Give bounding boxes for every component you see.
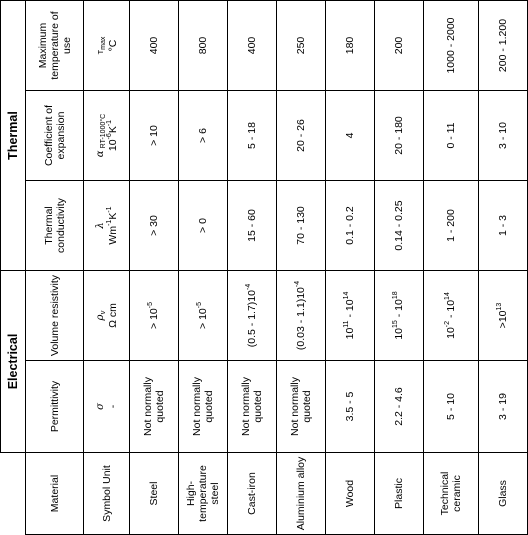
material-cell: Cast-iron	[228, 453, 277, 535]
table-row	[130, 1, 179, 535]
permittivity-cell: 3.5 - 5	[326, 361, 375, 453]
conductivity-cell: > 0	[179, 181, 228, 271]
max-temperature-cell: 200	[375, 1, 424, 91]
material-cell: Technical ceramic	[424, 453, 479, 535]
header-permittivity: Permittivity	[26, 361, 84, 453]
material-rows	[130, 1, 528, 535]
permittivity-cell: Not normally quoted	[130, 361, 179, 453]
max-temperature-cell: 200 - 1.200	[479, 1, 528, 91]
permittivity-unit: -	[106, 404, 119, 409]
symbol-unit-row	[84, 1, 130, 535]
header-thermal-conductivity: Thermal conductivity	[26, 181, 84, 271]
max-temperature-cell: 400	[130, 1, 179, 91]
permittivity-cell: 3 - 19	[479, 361, 528, 453]
permittivity-symbol-cell	[84, 361, 130, 453]
resistivity-symbol: $\rho_v$	[94, 310, 107, 321]
conductivity-unit: $Wm^{-1}K^{-1}$	[105, 206, 119, 245]
expansion-symbol-cell	[84, 91, 130, 181]
max-temperature-cell: 250	[277, 1, 326, 91]
conductivity-cell: 1 - 3	[479, 181, 528, 271]
material-cell: High-temperature steel	[179, 453, 228, 535]
permittivity-symbol: σ	[94, 403, 106, 410]
table-row	[375, 1, 424, 535]
max-temperature-cell: 1000 - 2000	[424, 1, 479, 91]
permittivity-cell: Not normally quoted	[277, 361, 326, 453]
expansion-cell: 4	[326, 91, 375, 181]
material-cell: Steel	[130, 453, 179, 535]
expansion-cell: 3 - 10	[479, 91, 528, 181]
conductivity-cell: 0.1 - 0.2	[326, 181, 375, 271]
expansion-cell: 20 - 180	[375, 91, 424, 181]
conductivity-cell: 0.14 - 0.25	[375, 181, 424, 271]
conductivity-cell: 70 - 130	[277, 181, 326, 271]
max-temperature-cell: 400	[228, 1, 277, 91]
resistivity-cell: > $10^{-5}$	[130, 271, 179, 361]
conductivity-symbol-cell	[84, 181, 130, 271]
conductivity-cell: 1 - 200	[424, 181, 479, 271]
group-header-row	[1, 1, 26, 535]
material-cell: Wood	[326, 453, 375, 535]
permittivity-cell: 5 - 10	[424, 361, 479, 453]
expansion-symbol: α $_{RT-1000^\circ C}$	[94, 113, 107, 158]
blank-cell	[1, 453, 26, 535]
temperature-symbol-cell	[84, 1, 130, 91]
permittivity-cell: 2.2 - 4.6	[375, 361, 424, 453]
resistivity-cell: $(0.5 - 1.7)10^{-4}$	[228, 271, 277, 361]
table-row	[424, 1, 479, 535]
permittivity-cell: Not normally quoted	[228, 361, 277, 453]
symbol-unit-label: Symbol Unit	[84, 453, 130, 535]
resistivity-cell: $>10^{13}$	[479, 271, 528, 361]
table-row	[277, 1, 326, 535]
material-cell: Aluminium alloy	[277, 453, 326, 535]
expansion-cell: 20 - 26	[277, 91, 326, 181]
conductivity-cell: 15 - 60	[228, 181, 277, 271]
resistivity-cell: > $10^{-5}$	[179, 271, 228, 361]
header-max-temperature: Maximum temperature of use	[26, 1, 84, 91]
resistivity-cell: $10^{11} - 10^{14}$	[326, 271, 375, 361]
group-thermal: Thermal	[1, 1, 26, 271]
resistivity-unit: Ω cm	[106, 303, 119, 328]
header-volume-resistivity: Volume resistivity	[26, 271, 84, 361]
header-row	[26, 1, 84, 535]
conductivity-symbol: λ	[94, 222, 106, 229]
max-temperature-cell: 180	[326, 1, 375, 91]
temperature-symbol: $T_{max}$	[95, 36, 107, 55]
group-electrical: Electrical	[1, 271, 26, 453]
conductivity-cell: > 30	[130, 181, 179, 271]
resistivity-cell: $10^{-2} - 10^{14}$	[424, 271, 479, 361]
expansion-unit: $10^{-6}K^{-1}$	[105, 119, 119, 152]
table-row	[479, 1, 528, 535]
resistivity-cell: $10^{15} - 10^{18}$	[375, 271, 424, 361]
material-cell: Glass	[479, 453, 528, 535]
expansion-cell: 5 - 18	[228, 91, 277, 181]
expansion-cell: > 10	[130, 91, 179, 181]
material-cell: Plastic	[375, 453, 424, 535]
header-material: Material	[26, 453, 84, 535]
table-row	[179, 1, 228, 535]
expansion-cell: > 6	[179, 91, 228, 181]
header-coefficient-of-expansion: Coefficient of expansion	[26, 91, 84, 181]
table-row	[326, 1, 375, 535]
resistivity-symbol-cell	[84, 271, 130, 361]
table-row	[228, 1, 277, 535]
resistivity-cell: $(0.03 - 1.1)10^{-4}$	[277, 271, 326, 361]
max-temperature-cell: 800	[179, 1, 228, 91]
temperature-unit: °C	[106, 39, 119, 52]
expansion-cell: 0 - 11	[424, 91, 479, 181]
permittivity-cell: Not normally quoted	[179, 361, 228, 453]
